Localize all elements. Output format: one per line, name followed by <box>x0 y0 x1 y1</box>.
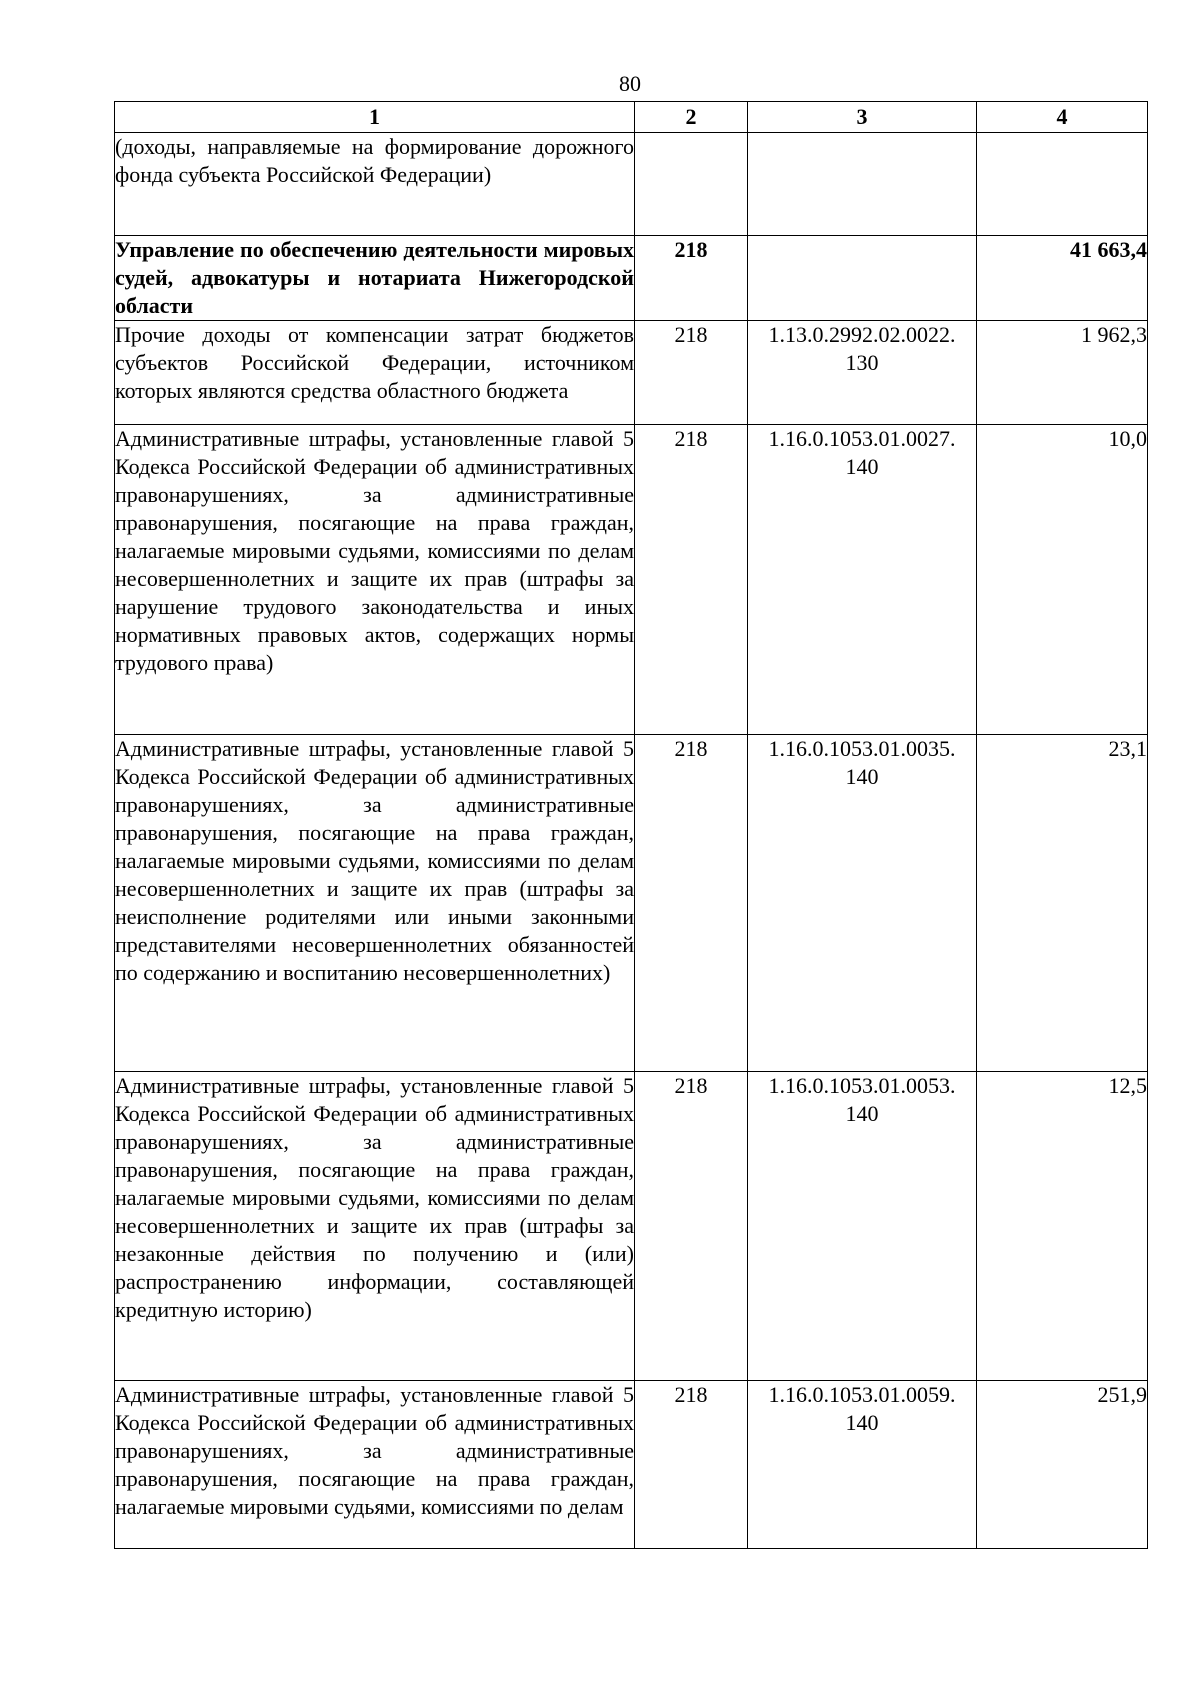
row-amount: 1 962,3 <box>977 321 1148 425</box>
row-description: (доходы, направляемые на формирование дорожного фонда субъекта Российской Федерации) <box>115 133 635 236</box>
row-description: Административные штрафы, установленные главой 5 Кодекса Российской Федерации об административных правонарушениях, за административные правонарушения, посягающие на права граждан, налагаемые мировыми судьями, комиссиями по делам несовершеннолетних и защите их прав (штрафы за нарушение трудового законодательства и иных нормативных правовых актов, содержащих нормы трудового права) <box>115 425 635 735</box>
row-amount: 12,5 <box>977 1072 1148 1381</box>
row-description: Прочие доходы от компенсации затрат бюджетов субъектов Российской Федерации, источником которых являются средства областного бюджета <box>115 321 635 425</box>
row-admin-code <box>635 133 748 236</box>
budget-code-line1: 1.13.0.2992.02.0022. <box>768 322 956 347</box>
row-amount: 251,9 <box>977 1381 1148 1549</box>
row-budget-code <box>748 321 977 425</box>
row-amount <box>977 133 1148 236</box>
table-header-row <box>115 102 1148 133</box>
row-description: Административные штрафы, установленные главой 5 Кодекса Российской Федерации об административных правонарушениях, за административные правонарушения, посягающие на права граждан, налагаемые мировыми судьями, комиссиями по делам <box>115 1381 635 1549</box>
row-admin-code: 218 <box>635 321 748 425</box>
column-header-1: 1 <box>115 102 635 133</box>
row-description: Управление по обеспечению деятельности мировых судей, адвокатуры и нотариата Нижегородской области <box>115 236 635 321</box>
table-row <box>115 1381 1148 1549</box>
table-row <box>115 236 1148 321</box>
row-budget-code <box>748 133 977 236</box>
column-header-4: 4 <box>977 102 1148 133</box>
row-admin-code: 218 <box>635 236 748 321</box>
budget-code-line1: 1.16.0.1053.01.0059. <box>768 1382 956 1407</box>
revenue-table <box>114 101 1148 1549</box>
budget-code-line2: 140 <box>845 1101 879 1126</box>
row-budget-code <box>748 425 977 735</box>
table-row <box>115 425 1148 735</box>
row-admin-code: 218 <box>635 1381 748 1549</box>
table-row <box>115 321 1148 425</box>
table-row <box>115 735 1148 1072</box>
page-number: 80 <box>619 71 641 96</box>
budget-code-line2: 140 <box>845 764 879 789</box>
budget-code-line2: 130 <box>845 350 879 375</box>
budget-code-line2: 140 <box>845 1410 879 1435</box>
column-header-2: 2 <box>635 102 748 133</box>
row-description: Административные штрафы, установленные главой 5 Кодекса Российской Федерации об административных правонарушениях, за административные правонарушения, посягающие на права граждан, налагаемые мировыми судьями, комиссиями по делам несовершеннолетних и защите их прав (штрафы за незаконные действия по получению и (или) распространению информации, составляющей кредитную историю) <box>115 1072 635 1381</box>
budget-code-line1: 1.16.0.1053.01.0027. <box>768 426 956 451</box>
row-budget-code <box>748 1072 977 1381</box>
row-description: Административные штрафы, установленные главой 5 Кодекса Российской Федерации об административных правонарушениях, за административные правонарушения, посягающие на права граждан, налагаемые мировыми судьями, комиссиями по делам несовершеннолетних и защите их прав (штрафы за неисполнение родителями или иными законными представителями несовершеннолетних обязанностей по содержанию и воспитанию несовершеннолетних) <box>115 735 635 1072</box>
row-admin-code: 218 <box>635 1072 748 1381</box>
row-amount: 41 663,4 <box>977 236 1148 321</box>
row-admin-code: 218 <box>635 735 748 1072</box>
table-row <box>115 133 1148 236</box>
budget-code-line1: 1.16.0.1053.01.0035. <box>768 736 956 761</box>
budget-code-line1: 1.16.0.1053.01.0053. <box>768 1073 956 1098</box>
row-budget-code <box>748 236 977 321</box>
row-amount: 10,0 <box>977 425 1148 735</box>
table-row <box>115 1072 1148 1381</box>
row-budget-code <box>748 1381 977 1549</box>
row-admin-code: 218 <box>635 425 748 735</box>
row-amount: 23,1 <box>977 735 1148 1072</box>
column-header-3: 3 <box>748 102 977 133</box>
budget-code-line2: 140 <box>845 454 879 479</box>
row-budget-code <box>748 735 977 1072</box>
